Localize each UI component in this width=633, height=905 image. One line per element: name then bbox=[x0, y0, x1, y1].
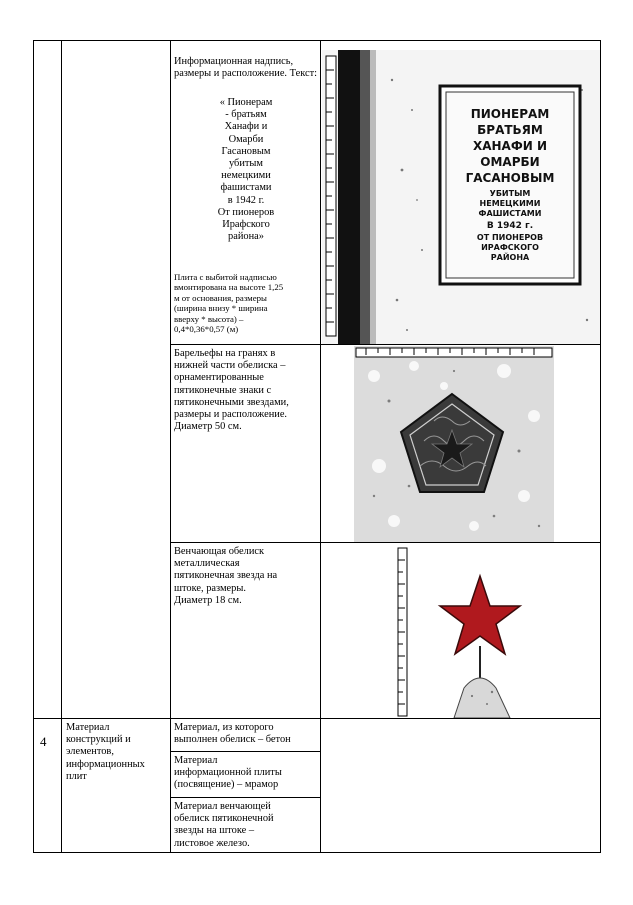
caption-line: металлическая bbox=[174, 558, 240, 570]
caption-line: пятиконечные знаки с bbox=[174, 384, 272, 396]
plaque-photo-svg bbox=[322, 50, 600, 344]
caption-line: пятиконечными звездами, bbox=[174, 396, 289, 408]
table-border-left bbox=[33, 40, 34, 853]
col-divider-2 bbox=[170, 40, 171, 853]
item-line: Материал, из которого bbox=[174, 722, 274, 733]
relief-photo-svg bbox=[354, 346, 554, 542]
title-line: элементов, bbox=[66, 746, 114, 758]
item-line: обелиск пятиконечной bbox=[174, 813, 274, 825]
svg-text:РАЙОНА: РАЙОНА bbox=[490, 253, 530, 262]
note-line: (ширина внизу * ширина bbox=[174, 303, 268, 314]
plaque-inscription bbox=[466, 107, 555, 262]
star-photo-svg bbox=[392, 546, 532, 718]
table-border-right bbox=[600, 40, 601, 853]
note-line: Плита с выбитой надписью bbox=[174, 272, 277, 282]
note-line: вмонтирована на высоте 1,25 bbox=[174, 282, 284, 293]
quote-line: Ханафи и bbox=[224, 121, 268, 133]
quote-line: Омарби bbox=[228, 133, 264, 145]
quote-line: Ирафского bbox=[222, 219, 270, 231]
reliefs-caption bbox=[174, 348, 318, 433]
row-divider-material-2 bbox=[170, 797, 320, 798]
table-border-bottom bbox=[33, 852, 601, 853]
material-item-iron bbox=[174, 801, 320, 850]
svg-text:ОТ ПИОНЕРОВ: ОТ ПИОНЕРОВ bbox=[476, 233, 544, 242]
svg-text:ФАШИСТАМИ: ФАШИСТАМИ bbox=[478, 209, 542, 218]
inscription-quote bbox=[174, 97, 318, 243]
quote-line: « Пионерам bbox=[219, 97, 273, 108]
row-divider-material bbox=[33, 718, 601, 719]
item-line: выполнен обелиск – бетон bbox=[174, 734, 291, 746]
row-number: 4 bbox=[40, 734, 47, 749]
svg-text:ПИОНЕРАМ: ПИОНЕРАМ bbox=[470, 107, 550, 121]
inscription-note bbox=[174, 272, 320, 334]
material-item-concrete bbox=[174, 722, 320, 746]
relief-photo bbox=[354, 346, 554, 542]
material-item-marble bbox=[174, 755, 320, 792]
quote-line: От пионеров bbox=[217, 206, 275, 218]
svg-text:В 1942 г.: В 1942 г. bbox=[486, 221, 534, 231]
quote-line: убитым bbox=[228, 158, 263, 170]
plaque-photo bbox=[322, 50, 600, 344]
note-line: м от основания, размеры bbox=[174, 292, 267, 303]
row-divider-reliefs bbox=[170, 344, 601, 345]
row-divider-star bbox=[170, 542, 601, 543]
item-line: (посвящение) – мрамор bbox=[174, 779, 279, 791]
svg-text:ОМАРБИ: ОМАРБИ bbox=[480, 155, 540, 169]
col-divider-3 bbox=[320, 40, 321, 853]
title-line: информационных bbox=[66, 758, 145, 770]
row-divider-material-1 bbox=[170, 751, 320, 752]
item-line: информационной плиты bbox=[174, 767, 282, 779]
caption-line: размеры и расположение. bbox=[174, 409, 288, 421]
quote-line: Гасановым bbox=[221, 145, 271, 157]
caption-line: Венчающая обелиск bbox=[174, 546, 265, 557]
caption-line: Диаметр 50 см. bbox=[174, 421, 242, 433]
quote-line: района» bbox=[228, 231, 264, 243]
svg-text:НЕМЕЦКИМИ: НЕМЕЦКИМИ bbox=[479, 199, 541, 208]
star-photo bbox=[392, 546, 532, 718]
table-border-top bbox=[33, 40, 601, 41]
note-line: 0,4*0,36*0,57 (м) bbox=[174, 324, 239, 335]
svg-text:УБИТЫМ: УБИТЫМ bbox=[489, 189, 531, 198]
caption-line: штоке, размеры. bbox=[174, 582, 246, 594]
caption-line: Диаметр 18 см. bbox=[174, 594, 242, 606]
item-line: Материал венчающей bbox=[174, 801, 271, 812]
item-line: листовое железо. bbox=[174, 837, 250, 849]
caption-line: пятиконечная звезда на bbox=[174, 570, 278, 582]
quote-line: - братьям bbox=[225, 109, 267, 121]
svg-text:ИРАФСКОГО: ИРАФСКОГО bbox=[481, 243, 539, 252]
quote-line: немецкими bbox=[221, 170, 271, 182]
title-line: Материал bbox=[66, 722, 110, 733]
quote-line: фашистами bbox=[220, 182, 272, 194]
title-line: конструкций и bbox=[66, 734, 131, 746]
svg-text:БРАТЬЯМ: БРАТЬЯМ bbox=[477, 123, 543, 137]
note-line: вверху * высота) – bbox=[174, 313, 244, 324]
caption-line: нижней части обелиска – bbox=[174, 360, 286, 372]
item-line: Материал bbox=[174, 755, 218, 766]
title-line: плит bbox=[66, 770, 87, 782]
caption-line: Барельефы на гранях в bbox=[174, 348, 276, 359]
col-divider-1 bbox=[61, 40, 62, 853]
caption-line: орнаментированные bbox=[174, 372, 264, 384]
inscription-caption: Информационная надпись, размеры и расположение. Текст: bbox=[174, 56, 318, 80]
item-line: звезды на штоке – bbox=[174, 825, 255, 837]
quote-line: в 1942 г. bbox=[227, 194, 265, 206]
star-caption bbox=[174, 546, 318, 607]
svg-text:ХАНАФИ И: ХАНАФИ И bbox=[472, 139, 548, 153]
material-title bbox=[66, 722, 170, 783]
svg-text:ГАСАНОВЫМ: ГАСАНОВЫМ bbox=[465, 171, 555, 185]
